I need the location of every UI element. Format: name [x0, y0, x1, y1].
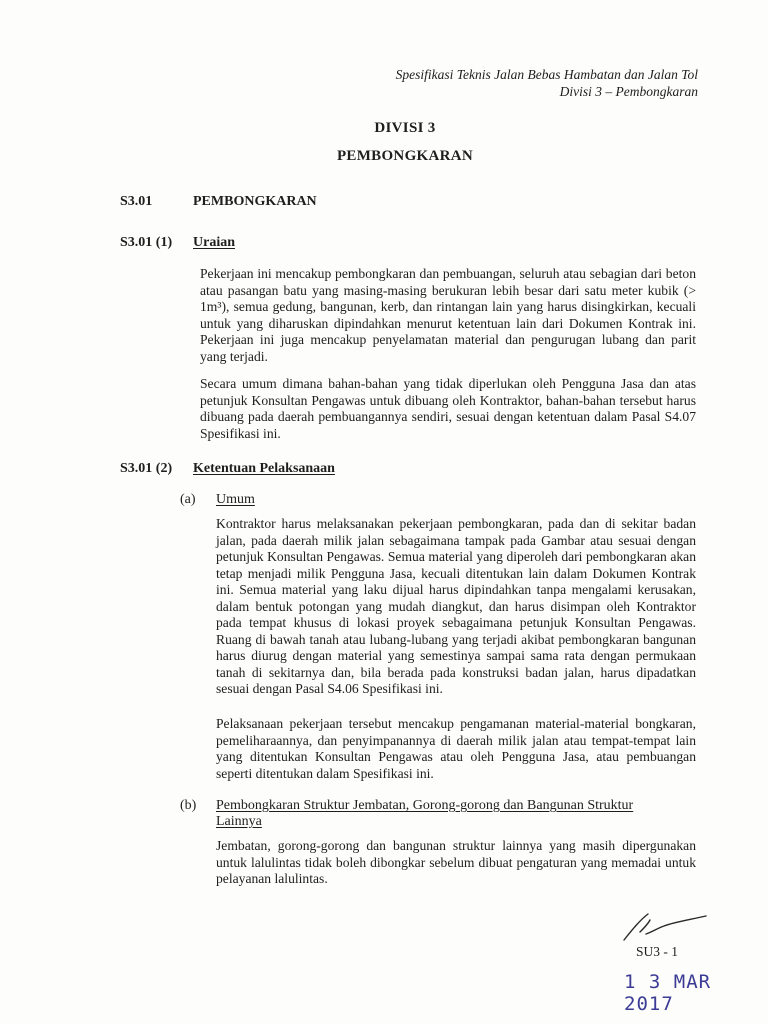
struktur-paragraph-1: Jembatan, gorong-gorong dan bangunan struktur lainnya yang masih dipergunakan untuk lalulintas tidak boleh dibongkar sebelum dibuat pengaturan yang memadai untuk pelayanan lalulintas. — [216, 838, 696, 886]
item-title-line-1: Pembongkaran Struktur Jembatan, Gorong-gorong dan Bangunan Struktur — [216, 798, 634, 813]
item-label-b: (b) — [180, 798, 197, 813]
page-code: SU3 - 1 — [636, 944, 679, 959]
initials-signature — [618, 910, 710, 946]
item-title-line-2: Lainnya — [216, 814, 262, 829]
item-label-a: (a) — [180, 492, 196, 507]
division-title: DIVISI 3 — [374, 120, 436, 136]
header-line-2: Divisi 3 – Pembongkaran — [559, 84, 698, 99]
item-title-pembongkaran-struktur — [216, 798, 696, 830]
umum-paragraph-1: Kontraktor harus melaksanakan pekerjaan pembongkaran, pada dan di sekitar badan jalan, pada daerah milik jalan sebagaimana tampak pada Gambar atau sesuai dengan petunjuk Konsultan Pengawas. Semua material yang diperoleh dari pembongkaran akan tetap menjadi milik Pengguna Jasa, kecuali ditentukan lain dalam Dokumen Kontrak ini. Semua material yang laku dijual harus dipindahkan tanpa mengalami kerusakan, dalam bentuk potongan yang mudah diangkut, dan harus disimpan oleh Kontraktor pada tempat khusus di lokasi proyek sebagaimana petunjuk Konsultan Pengawas. Ruang di bawah tanah atau lubang-lubang yang terjadi akibat pembongkaran bangunan harus diurug dengan material yang semestinya sampai sama rata dengan permukaan tanah di sekitarnya dan, bila berada pada konstruksi badan jalan, harus dipadatkan sesuai dengan Pasal S4.06 Spesifikasi ini. — [216, 516, 696, 696]
subsection-number-ketentuan: S3.01 (2) — [120, 461, 173, 476]
header-line-1: Spesifikasi Teknis Jalan Bebas Hambatan dan Jalan Tol — [395, 67, 698, 82]
section-number: S3.01 — [120, 194, 153, 209]
subsection-title-uraian: Uraian — [193, 235, 235, 250]
running-header — [396, 66, 698, 100]
subsection-number-uraian: S3.01 (1) — [120, 235, 173, 250]
umum-paragraph-2: Pelaksanaan pekerjaan tersebut mencakup pengamanan material-material bongkaran, pemeliharaannya, dan penyimpanannya di daerah milik jalan atau tempat-tempat lain yang ditentukan Konsultan Pengawas atau oleh Pengguna Jasa, atau pembuangan seperti ditentukan dalam Spesifikasi ini. — [216, 716, 696, 781]
section-title: PEMBONGKARAN — [193, 194, 317, 209]
subsection-title-ketentuan: Ketentuan Pelaksanaan — [193, 461, 335, 476]
uraian-paragraph-2: Secara umum dimana bahan-bahan yang tidak diperlukan oleh Pengguna Jasa dan atas petunjuk Konsultan Pengawas untuk dibuang oleh Kontraktor, bahan-bahan tersebut harus dibuang pada daerah pembuangannya sendiri, sesuai dengan ketentuan dalam Pasal S4.07 Spesifikasi ini. — [200, 376, 696, 441]
uraian-paragraph-1: Pekerjaan ini mencakup pembongkaran dan pembuangan, seluruh atau sebagian dari beton atau pasangan batu yang masing-masing berukuran lebih besar dari satu meter kubik (> 1m³), semua gedung, bangunan, kerb, dan rintangan lain yang harus disingkirkan, kecuali untuk yang diharuskan dipindahkan menurut ketentuan lain dari Dokumen Kontrak ini. Pekerjaan ini juga mencakup penyelamatan material dan pengurugan lubang dan parit yang terjadi. — [200, 266, 696, 364]
division-subtitle: PEMBONGKARAN — [336, 148, 474, 164]
date-stamp: 1 3 MAR 2017 — [624, 971, 712, 1015]
item-title-umum: Umum — [216, 492, 255, 507]
